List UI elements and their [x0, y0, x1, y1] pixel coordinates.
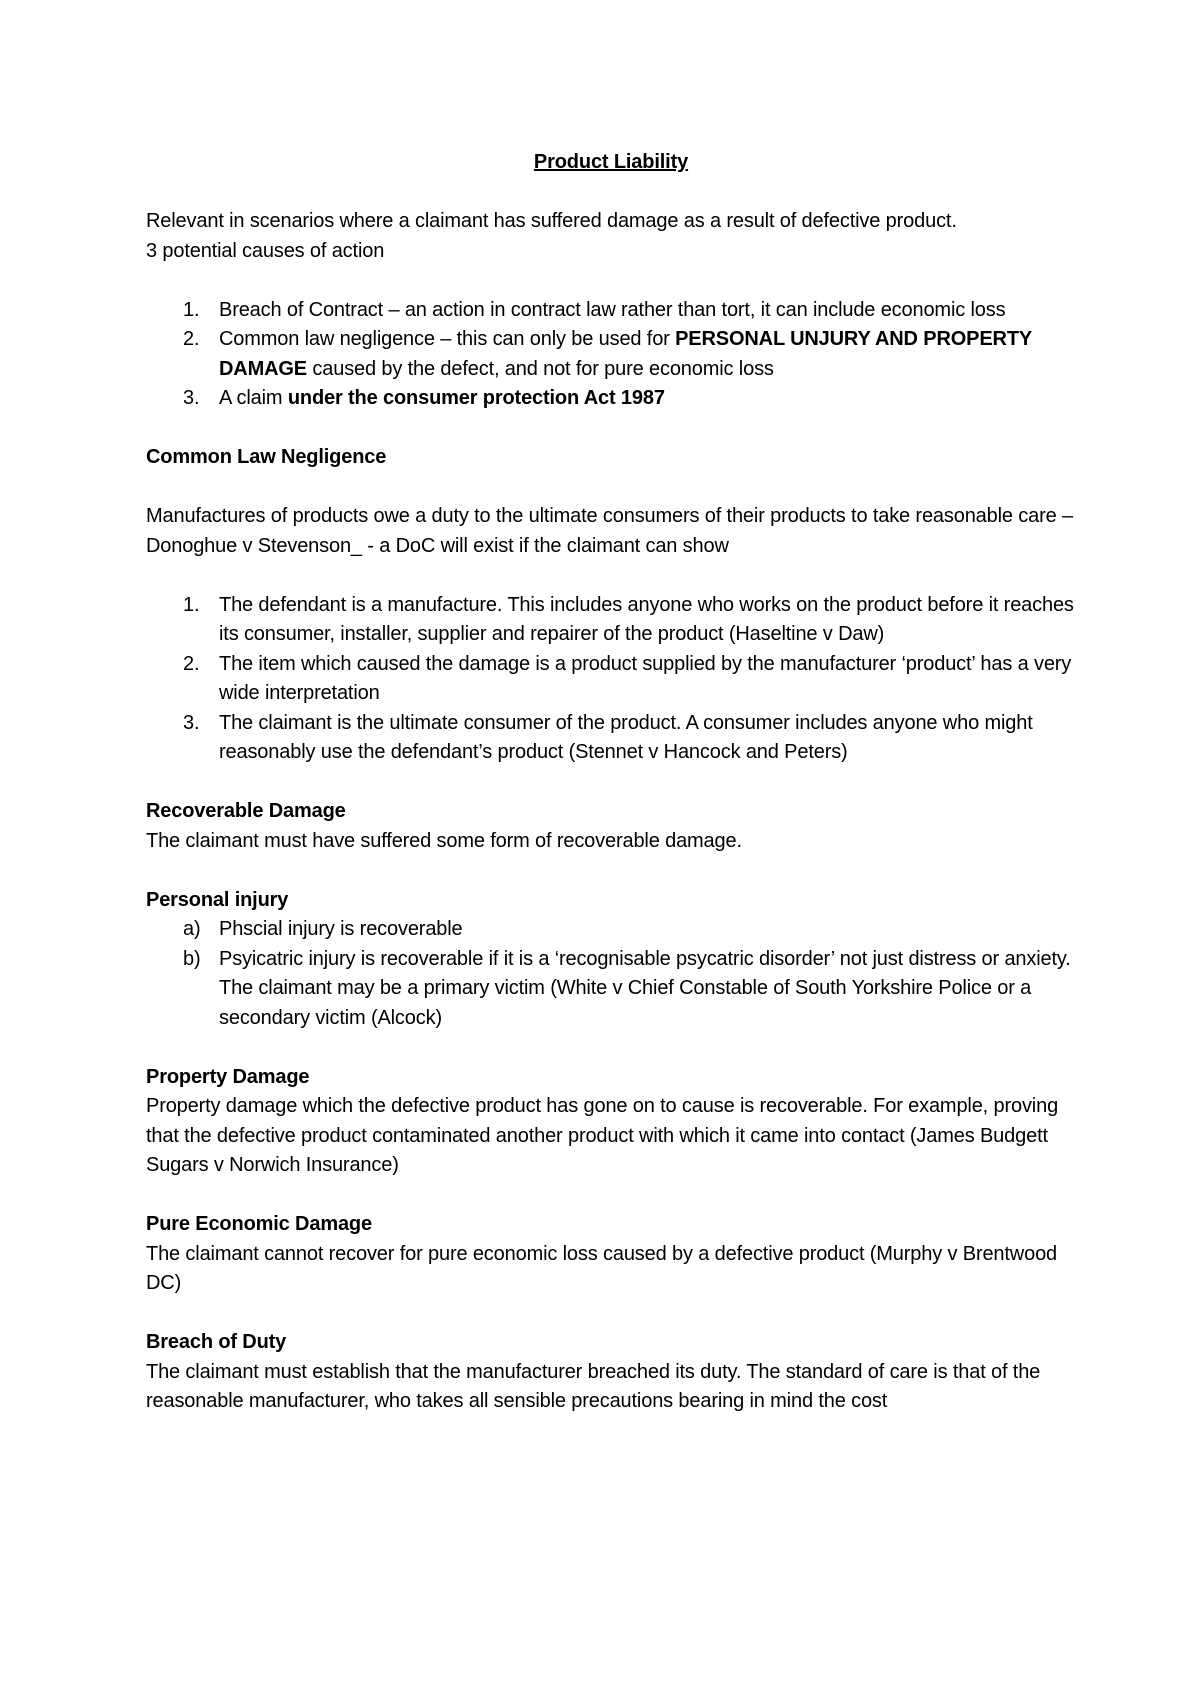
- list-item-text: Common law negligence – this can only be used for: [219, 328, 676, 350]
- list-item-text: The item which caused the damage is a product supplied by the manufacturer ‘product’ has a very wide interpretation: [219, 652, 1072, 704]
- list-marker: 2.: [183, 652, 200, 675]
- document-body: [146, 148, 1076, 1417]
- list-item-text: The defendant is a manufacture. This includes anyone who works on the product before it reaches its consumer, installer, supplier and repairer of the product (Haseltine v Daw): [219, 593, 1074, 645]
- causes-of-action-list: [146, 296, 1076, 414]
- section-heading-property-damage: Property Damage: [146, 1065, 310, 1088]
- list-item: [146, 709, 1076, 768]
- list-item: [146, 591, 1076, 650]
- list-marker: 1.: [183, 593, 200, 616]
- list-marker: 1.: [183, 298, 200, 321]
- property-damage-text: Property damage which the defective product has gone on to cause is recoverable. For example, proving that the defective product contaminated another product with which it came into contact (James Budgett Sugars v Norwich Insurance): [146, 1095, 1059, 1176]
- list-item: [146, 945, 1076, 1034]
- intro-line-1: Relevant in scenarios where a claimant has suffered damage as a result of defective product.: [146, 210, 957, 232]
- list-item: [146, 296, 1076, 326]
- list-marker: 3.: [183, 387, 200, 409]
- section-heading-breach-of-duty: Breach of Duty: [146, 1331, 287, 1353]
- list-item: [146, 325, 1076, 384]
- recoverable-damage-text: The claimant must have suffered some form of recoverable damage.: [146, 829, 742, 852]
- section-heading-personal-injury: Personal injury: [146, 888, 289, 911]
- duty-conditions-list: [146, 591, 1076, 768]
- intro-line-2: 3 potential causes of action: [146, 239, 385, 262]
- list-item-text: Psyicatric injury is recoverable if it is a ‘recognisable psycatric disorder’ not just distress or anxiety. The claimant may be a primary victim (White v Chief Constable of South Yorkshire Police or a secondary victim (Alcock): [219, 947, 1071, 1029]
- section-heading-negligence: Common Law Negligence: [146, 446, 387, 468]
- list-item-text: A claim: [219, 387, 288, 409]
- list-item-text-tail: caused by the defect, and not for pure economic loss: [307, 357, 774, 380]
- section-heading-pure-economic-damage: Pure Economic Damage: [146, 1213, 372, 1235]
- list-item-text: Breach of Contract – an action in contract law rather than tort, it can include economic loss: [219, 298, 1006, 321]
- list-item-text: The claimant is the ultimate consumer of the product. A consumer includes anyone who might reasonably use the defendant’s product (Stennet v Hancock and Peters): [219, 711, 1033, 763]
- list-marker: 2.: [183, 328, 200, 350]
- list-item-bold-text: PERSONAL UNJURY AND PROPERTY DAMAGE: [219, 328, 1032, 380]
- page-title: Product Liability: [533, 151, 689, 173]
- personal-injury-list: [146, 915, 1076, 1033]
- section-heading-recoverable-damage: Recoverable Damage: [146, 800, 346, 822]
- negligence-paragraph: Manufactures of products owe a duty to the ultimate consumers of their products to take reasonable care – Donoghue v Stevenson_ - a DoC will exist if the claimant can show: [146, 505, 1073, 557]
- list-marker: 3.: [183, 711, 200, 734]
- list-marker: a): [183, 918, 201, 940]
- list-item: [146, 915, 1076, 945]
- list-item: [146, 384, 1076, 414]
- list-item: [146, 650, 1076, 709]
- breach-of-duty-text: The claimant must establish that the manufacturer breached its duty. The standard of care is that of the reasonable manufacturer, who takes all sensible precautions bearing in mind the cost: [146, 1360, 1041, 1412]
- pure-economic-damage-text: The claimant cannot recover for pure economic loss caused by a defective product (Murphy v Brentwood DC): [146, 1242, 1058, 1294]
- list-marker: b): [183, 947, 201, 970]
- list-item-bold-text: under the consumer protection Act 1987: [287, 387, 665, 409]
- list-item-text: Phscial injury is recoverable: [219, 918, 463, 940]
